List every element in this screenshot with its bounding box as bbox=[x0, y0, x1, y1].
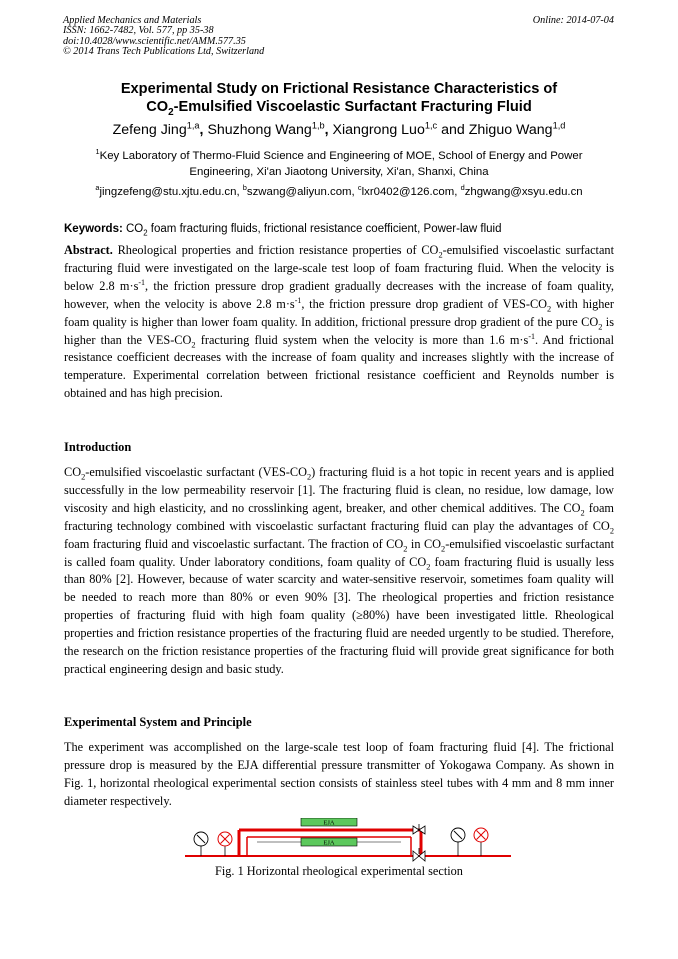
doi-line: doi:10.4028/www.scientific.net/AMM.577.35 bbox=[63, 35, 246, 47]
copyright-line: © 2014 Trans Tech Publications Ltd, Switzerland bbox=[63, 45, 265, 57]
introduction-paragraph: $CO_2$-emulsified viscoelastic surfactant $(VES-CO_2)$ fracturing fluid is a hot topic in recent years and is applied successfully in the low permeability reservoir [1]. The fracturing fluid is clean, no residue, low damage, low viscosity and high elasticity, and no crosslinking agent, breaker, and other chemical additives. The $CO_2$ foam fracturing technology combined with viscoelastic surfactant fracturing fluid can play the advantages of $CO_2$ foam fracturing fluid and viscoelastic surfactant. The fraction of $CO_2$ in $CO_2$-emulsified viscoelastic surfactant is called foam quality. Under laboratory conditions, foam quality of $CO_2$ foam fracturing fluid is usually less than 80% [2]. However, because of water scarcity and water-sensitive reservoir, sometimes foam quality will be needed to reach more than 80% or even 90% [3]. The rheological properties and friction resistance properties of fracturing fluid with high foam quality (≥80%) have been investigated little. Rheological properties and friction resistance properties of the fracturing fluid are needed urgently to be studied. Therefore, the research on the friction resistance properties of the fracturing fluid will provide great significance for both practical engineering design and basic study. bbox=[64, 465, 615, 676]
journal-name: Applied Mechanics and Materials bbox=[63, 15, 202, 26]
paper-title bbox=[40, 80, 638, 116]
author: Xiangrong Luo$^{1,c}$ and bbox=[332, 120, 469, 138]
valve-icon-bottom bbox=[413, 848, 425, 861]
author: Zhiguo Wang$^{1,d}$ bbox=[468, 120, 566, 138]
rheological-section-diagram bbox=[183, 818, 513, 862]
author: Zefeng Jing$^{1,a}$, bbox=[112, 120, 208, 138]
eja-label-bottom: EJA bbox=[323, 839, 335, 847]
thermometer-icon bbox=[218, 832, 232, 856]
online-date: Online: 2014-07-04 bbox=[532, 15, 614, 26]
title-line-1: Experimental Study on Frictional Resistance Characteristics of bbox=[120, 81, 558, 97]
email[interactable]: $^a$jingzefeng@stu.xjtu.edu.cn bbox=[95, 183, 237, 198]
abstract: Abstract. Rheological properties and friction resistance properties of $CO_2$-emulsified viscoelastic surfactant fracturing fluid were investigated on the large-scale test loop of foam fracturing fluid. When the velocity is below 2.8 $m\cdot s^{-1}$, the friction pressure drop gradient gradually decreases with the increase of foam quality, however, when the velocity is above 2.8 $m\cdot s^{-1}$, the friction pressure drop gradient of VES-$CO_2$ with higher foam quality is higher than lower foam quality. In addition, frictional pressure drop gradient of the pure $CO_2$ is higher than the VES-$CO_2$ fracturing fluid system when the velocity is more than 1.6 $m\cdot s^{-1}$. And frictional resistance coefficient decreases with the increase of foam quality and increases slightly with the increase of temperature. Experimental correlation between frictional resistance coefficient and Reynolds number is obtained and has high precision. bbox=[64, 243, 614, 401]
section-heading-experimental: Experimental System and Principle bbox=[64, 715, 252, 729]
section-heading-introduction: Introduction bbox=[64, 440, 132, 454]
affiliation-line-2: Engineering, Xi'an Jiaotong University, Xi'an, Shanxi, China bbox=[189, 165, 489, 178]
email[interactable]: $^c$lxr0402@126.com bbox=[357, 183, 455, 198]
keywords: Keywords: $CO_2$ foam fracturing fluids, frictional resistance coefficient, Power-law fluid bbox=[64, 223, 502, 238]
abstract-label: Abstract. bbox=[64, 243, 113, 257]
title-line-2: $CO_2$-Emulsified Viscoelastic Surfactant Fracturing Fluid bbox=[146, 99, 532, 118]
eja-label-top: EJA bbox=[323, 819, 335, 827]
experimental-paragraph: The experiment was accomplished on the large-scale test loop of foam fracturing fluid [4]. The frictional pressure drop is measured by the EJA differential pressure transmitter of Yokogawa Company. As shown in Fig. 1, horizontal rheological experimental section consists of stainless steel tubes with 4 mm and 8 mm inner diameter respectively. bbox=[64, 740, 614, 808]
email[interactable]: $^d$zhgwang@xsyu.edu.cn bbox=[460, 183, 583, 198]
valve-icon-top bbox=[413, 824, 425, 834]
pressure-gauge-icon bbox=[451, 828, 465, 856]
author: Shuzhong Wang$^{1,b}$, bbox=[207, 120, 333, 138]
email-list: $^a$jingzefeng@stu.xjtu.edu.cn, $^b$szwang@aliyun.com, $^c$lxr0402@126.com, $^d$zhgwang@xsyu.edu.cn bbox=[95, 183, 583, 198]
thermometer-icon bbox=[474, 828, 488, 856]
publication-info bbox=[63, 16, 264, 57]
figure-caption: Fig. 1 Horizontal rheological experimental section bbox=[215, 864, 463, 878]
affiliation-line-1: $^1$Key Laboratory of Thermo-Fluid Science and Engineering of MOE, School of Energy and Power bbox=[95, 147, 583, 162]
keywords-label: Keywords: bbox=[64, 223, 123, 235]
author-list bbox=[40, 121, 638, 139]
pressure-gauge-icon bbox=[194, 832, 208, 856]
issn-line: ISSN: 1662-7482, Vol. 577, pp 35-38 bbox=[63, 25, 214, 37]
affiliation bbox=[40, 149, 638, 180]
email[interactable]: $^b$szwang@aliyun.com bbox=[242, 183, 352, 198]
